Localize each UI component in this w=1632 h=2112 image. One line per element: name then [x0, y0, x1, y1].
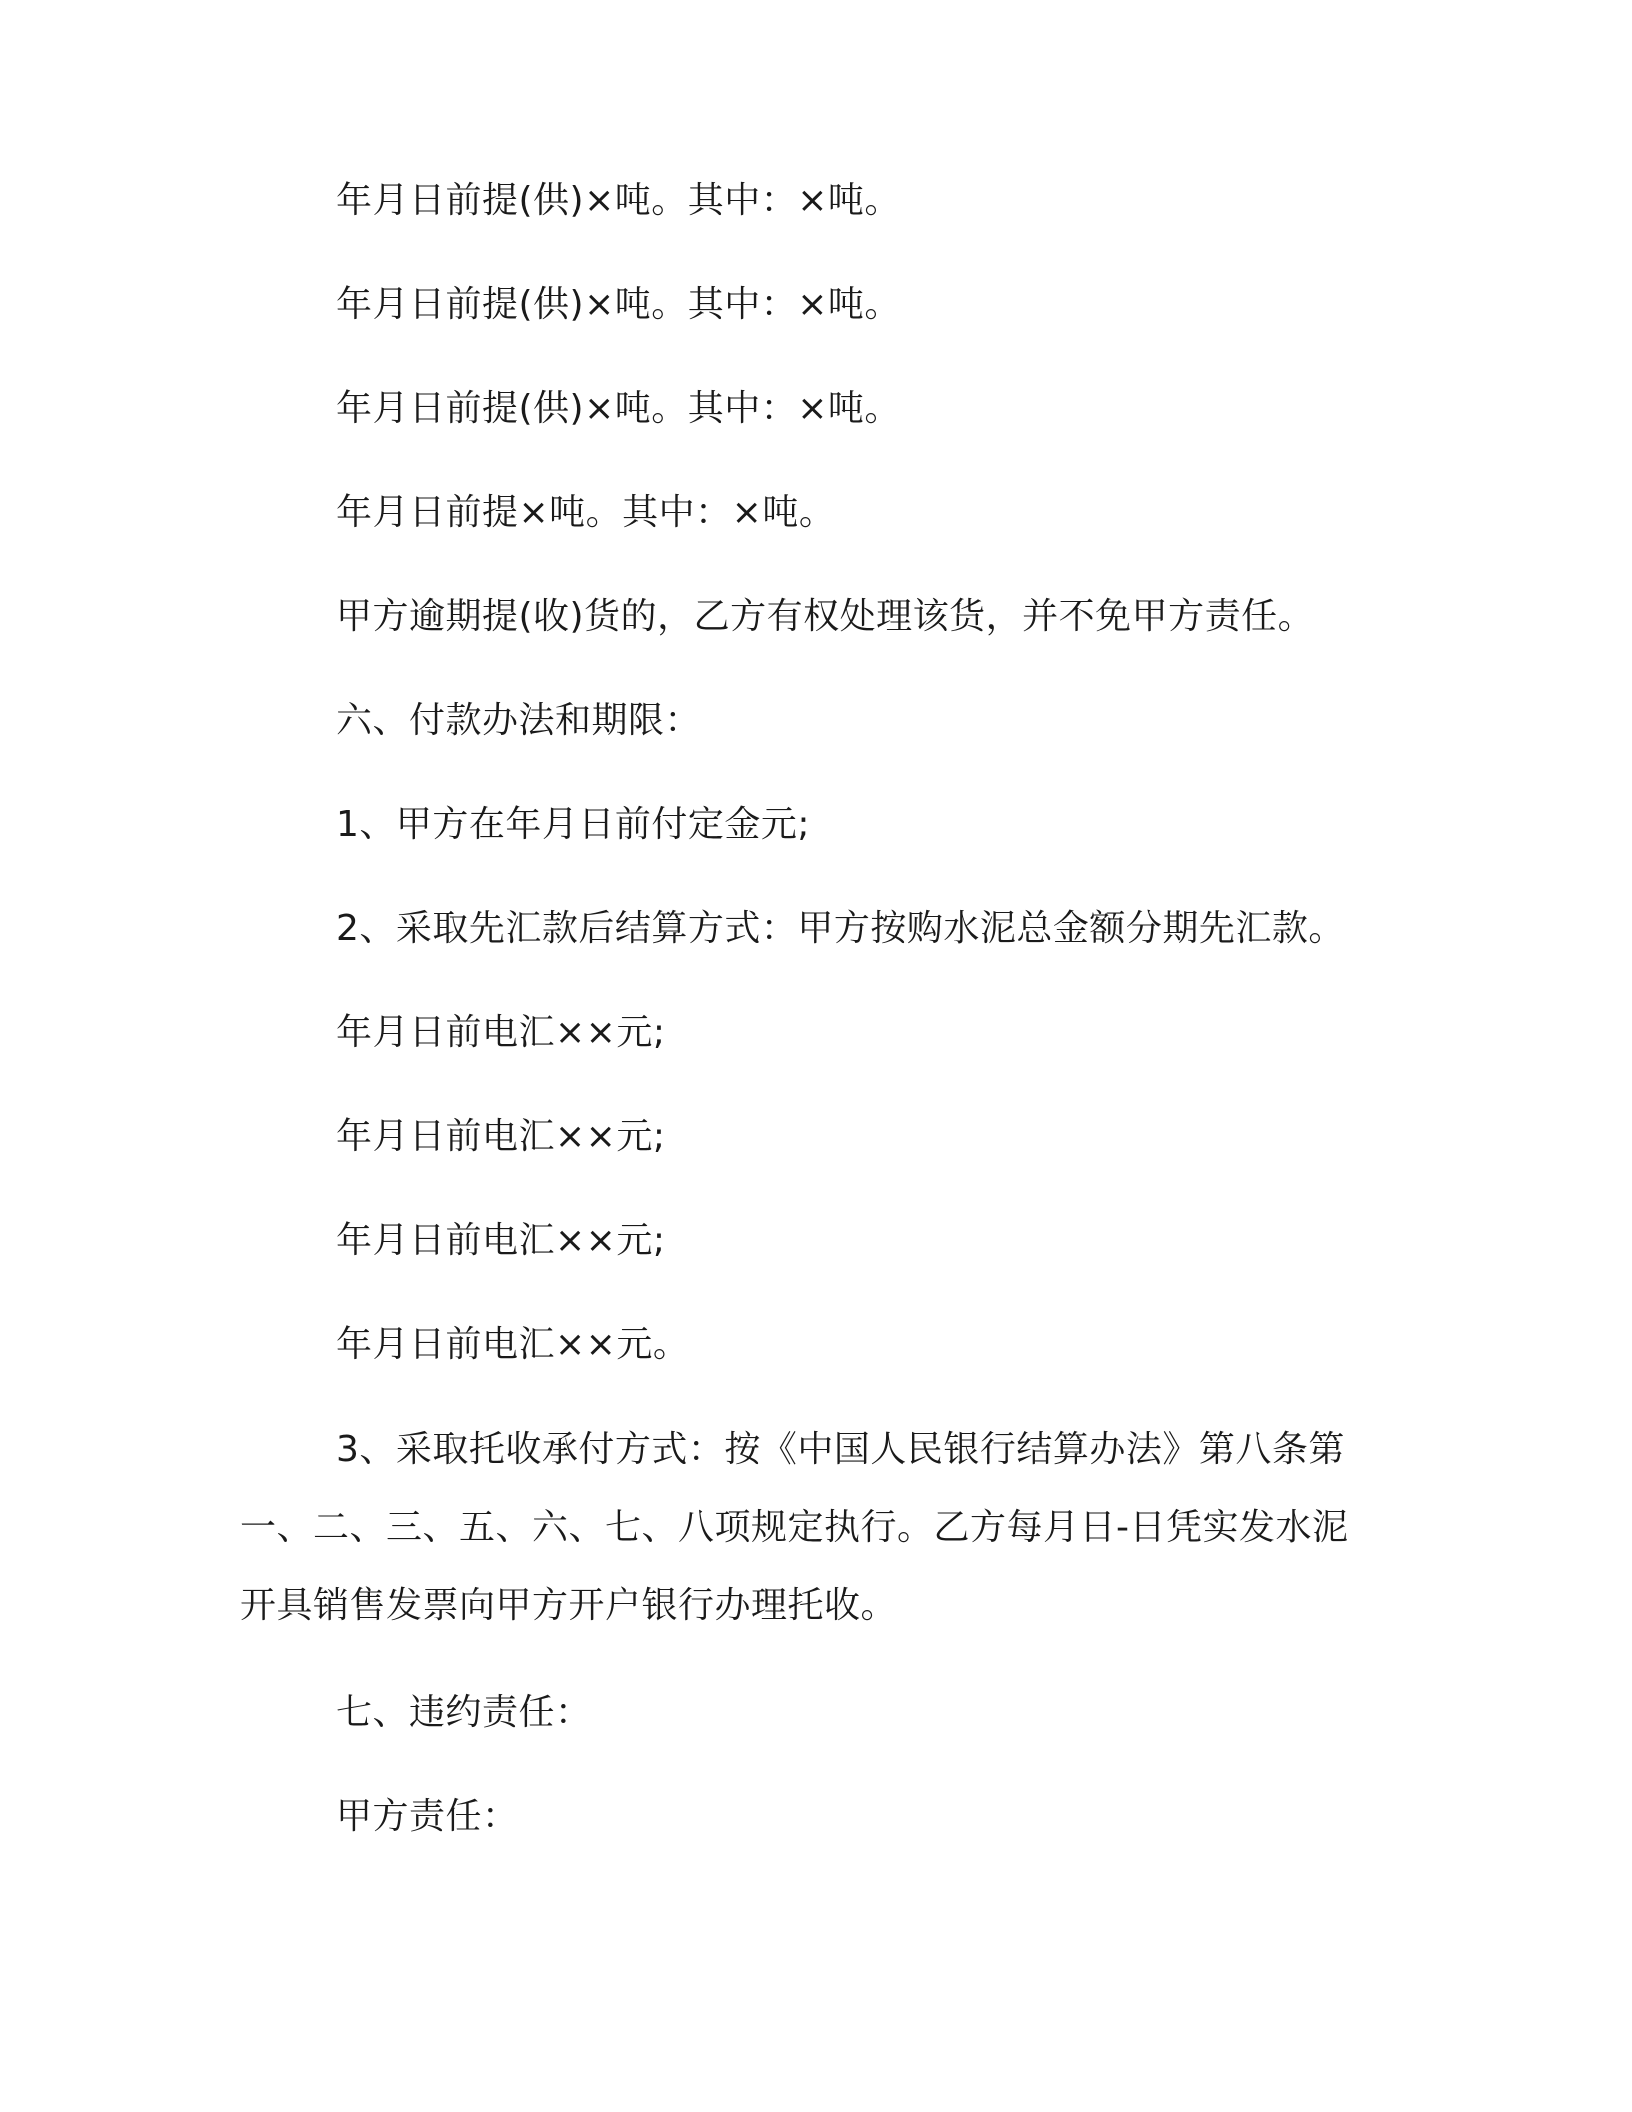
section-heading-liability: 七、违约责任： — [336, 1692, 592, 1733]
section-heading-payment: 六、付款办法和期限： — [336, 700, 702, 741]
paragraph-delivery-1: 年月日前提(供)×吨。其中：×吨。 — [336, 180, 901, 221]
paragraph-wire-1: 年月日前电汇××元; — [336, 1012, 666, 1053]
paragraph-delivery-3: 年月日前提(供)×吨。其中：×吨。 — [336, 388, 901, 429]
document-body — [240, 175, 1380, 1895]
paragraph-wire-4: 年月日前电汇××元。 — [336, 1324, 690, 1365]
paragraph-payment-prepay: 2、采取先汇款后结算方式：甲方按购水泥总金额分期先汇款。 — [336, 908, 1345, 949]
paragraph-payment-deposit: 1、甲方在年月日前付定金元; — [336, 804, 811, 845]
paragraph-party-a-liability: 甲方责任： — [336, 1796, 519, 1837]
paragraph-overdue-clause: 甲方逾期提(收)货的，乙方有权处理该货，并不免甲方责任。 — [336, 596, 1315, 637]
paragraph-wire-2: 年月日前电汇××元; — [336, 1116, 666, 1157]
paragraph-delivery-2: 年月日前提(供)×吨。其中：×吨。 — [336, 284, 901, 325]
paragraph-delivery-4: 年月日前提×吨。其中：×吨。 — [336, 492, 836, 533]
paragraph-collection-method: 3、采取托收承付方式：按《中国人民银行结算办法》第八条第一、二、三、五、六、七、八项规定执行。乙方每月日-日凭实发水泥开具销售发票向甲方开户银行办理托收。 — [240, 1429, 1349, 1626]
paragraph-wire-3: 年月日前电汇××元; — [336, 1220, 666, 1261]
